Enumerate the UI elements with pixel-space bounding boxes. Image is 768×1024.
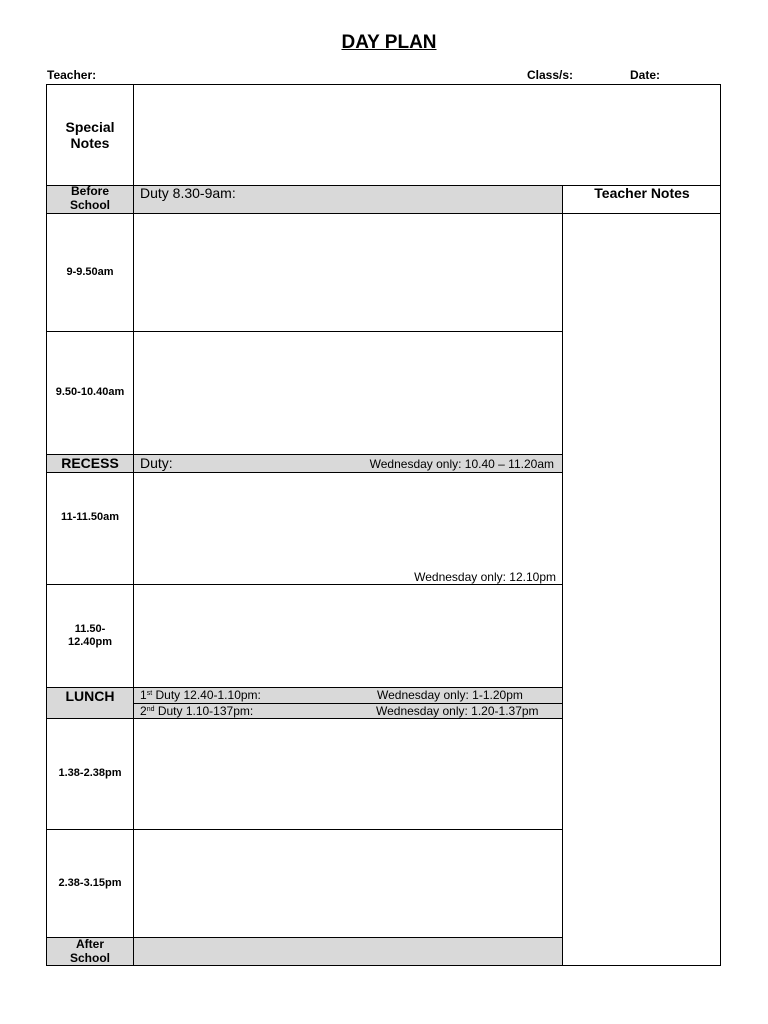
session-1-field[interactable] [134, 214, 562, 331]
session-1-time: 9-9.50am [66, 265, 114, 278]
session-4-time: 11.50- 12.40pm [67, 622, 113, 648]
session-5-field[interactable] [134, 719, 562, 829]
lunch-label: LUNCH [65, 687, 115, 704]
before-school-label: Before School [69, 184, 110, 212]
session-2-field[interactable] [134, 332, 562, 454]
session-3-time: 11-11.50am [60, 510, 120, 523]
after-school-field[interactable] [134, 938, 562, 965]
special-notes-label: Special Notes [65, 118, 115, 151]
session-3-wednesday-note: Wednesday only: 12.10pm [414, 570, 556, 584]
teacher-label: Teacher: [47, 68, 97, 82]
date-label: Date: [630, 68, 661, 82]
lunch-duty-1-wednesday: Wednesday only: 1-1.20pm [377, 688, 523, 702]
recess-label: RECESS [61, 454, 119, 471]
teacher-notes-field[interactable] [563, 214, 720, 965]
lunch-duty-2: 2nd Duty 1.10-137pm: [140, 704, 254, 718]
teacher-notes-label: Teacher Notes [594, 185, 690, 202]
class-label: Class/s: [527, 68, 574, 82]
session-3-field[interactable] [134, 473, 562, 568]
session-6-field[interactable] [134, 830, 562, 937]
session-6-time: 2.38-3.15pm [58, 876, 122, 889]
session-2-time: 9.50-10.40am [55, 386, 125, 399]
lunch-duty-1: 1st Duty 12.40-1.10pm: [140, 688, 261, 702]
session-5-time: 1.38-2.38pm [58, 767, 122, 780]
recess-duty: Duty: [140, 455, 173, 471]
after-school-label: After School [69, 936, 110, 965]
before-school-duty: Duty 8.30-9am: [140, 185, 236, 201]
lunch-duty-2-wednesday: Wednesday only: 1.20-1.37pm [376, 704, 539, 718]
page-title: DAY PLAN [341, 32, 437, 53]
special-notes-field[interactable] [134, 85, 720, 185]
session-4-field[interactable] [134, 585, 562, 687]
recess-wednesday-note: Wednesday only: 10.40 – 11.20am [369, 457, 554, 471]
